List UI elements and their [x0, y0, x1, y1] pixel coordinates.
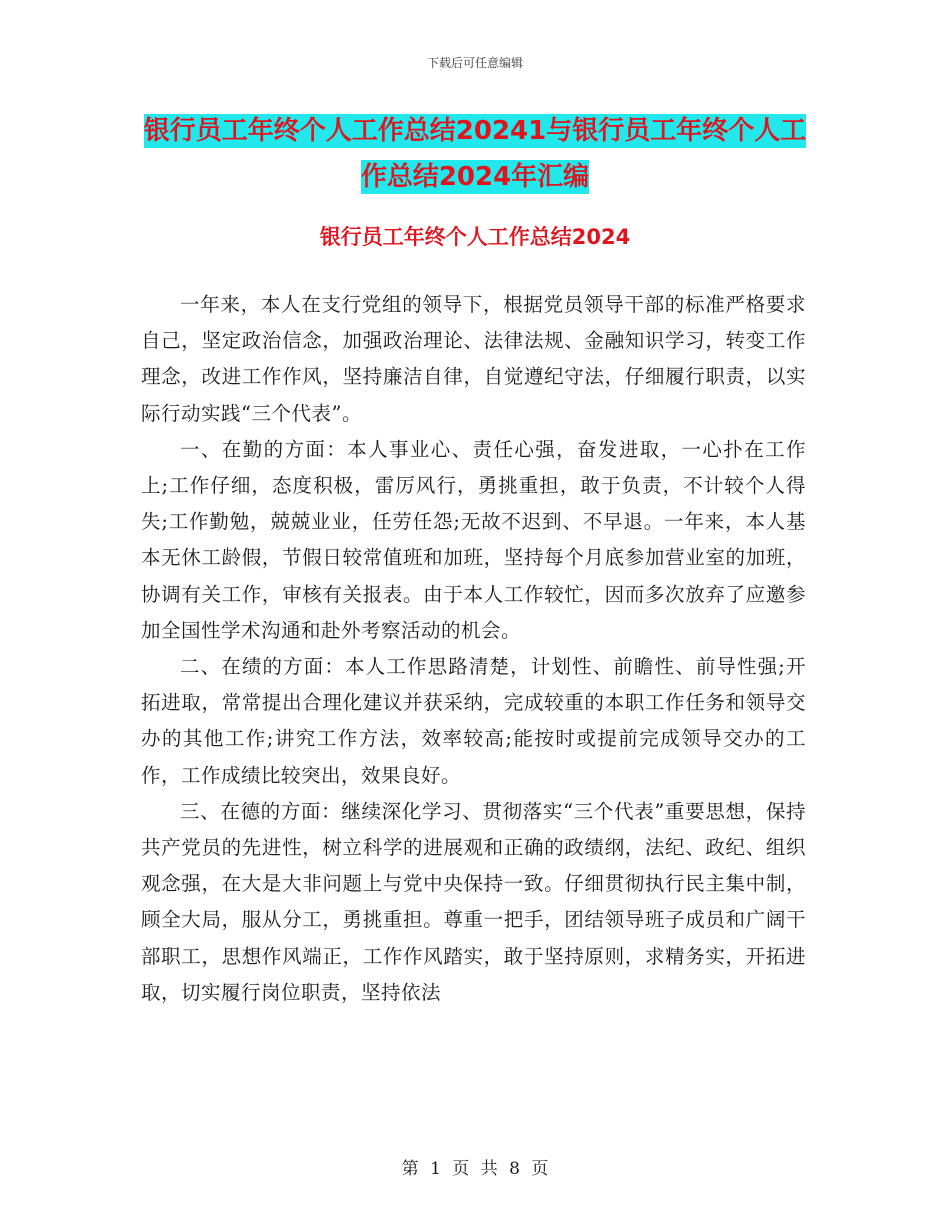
header-note: 下载后可任意编辑 — [426, 56, 523, 70]
document-title — [140, 108, 810, 200]
document-body — [141, 287, 806, 1011]
paragraph-intro: 一年来，本人在支行党组的领导下，根据党员领导干部的标准严格要求自己，坚定政治信念，加强政治理论、法律法规、金融知识学习，转变工作理念，改进工作作风，坚持廉洁自律，自觉遵纪守法，仔细履行职责，以实际行动实践“三个代表”。 — [141, 293, 806, 425]
page-number: 第 1 页 共 8 页 — [401, 1159, 549, 1179]
paragraph-morality: 三、在德的方面：继续深化学习、贯彻落实“三个代表”重要思想，保持共产党员的先进性，树立科学的进展观和正确的政绩纲，法纪、政纪、组织观念强，在大是大非问题上与党中央保持一致。仔细贯彻执行民主集中制，顾全大局，服从分工，勇挑重担。尊重一把手，团结领导班子成员和广阔干部职工，思想作风端正，工作作风踏实，敢于坚持原则，求精务实，开拓进取，切实履行岗位职责，坚持依法 — [141, 799, 806, 1004]
document-title-text: 银行员工年终个人工作总结20241与银行员工年终个人工作总结2024年汇编 — [143, 116, 807, 192]
paragraph-diligence: 一、在勤的方面：本人事业心、责任心强，奋发进取，一心扑在工作上;工作仔细，态度积极，雷厉风行，勇挑重担，敢于负责，不计较个人得失;工作勤勉，兢兢业业，任劳任怨;无故不迟到、不早退。一年来，本人基本无休工龄假，节假日较常值班和加班，坚持每个月底参加营业室的加班，协调有关工作，审核有关报表。由于本人工作较忙，因而多次放弃了应邀参加全国性学术沟通和赴外考察活动的机会。 — [141, 437, 806, 642]
paragraph-performance: 二、在绩的方面：本人工作思路清楚，计划性、前瞻性、前导性强;开拓进取，常常提出合理化建议并获采纳，完成较重的本职工作任务和领导交办的其他工作;讲究工作方法，效率较高;能按时或提前完成领导交办的工作，工作成绩比较突出，效果良好。 — [141, 655, 806, 787]
section-title: 银行员工年终个人工作总结2024 — [319, 225, 631, 249]
